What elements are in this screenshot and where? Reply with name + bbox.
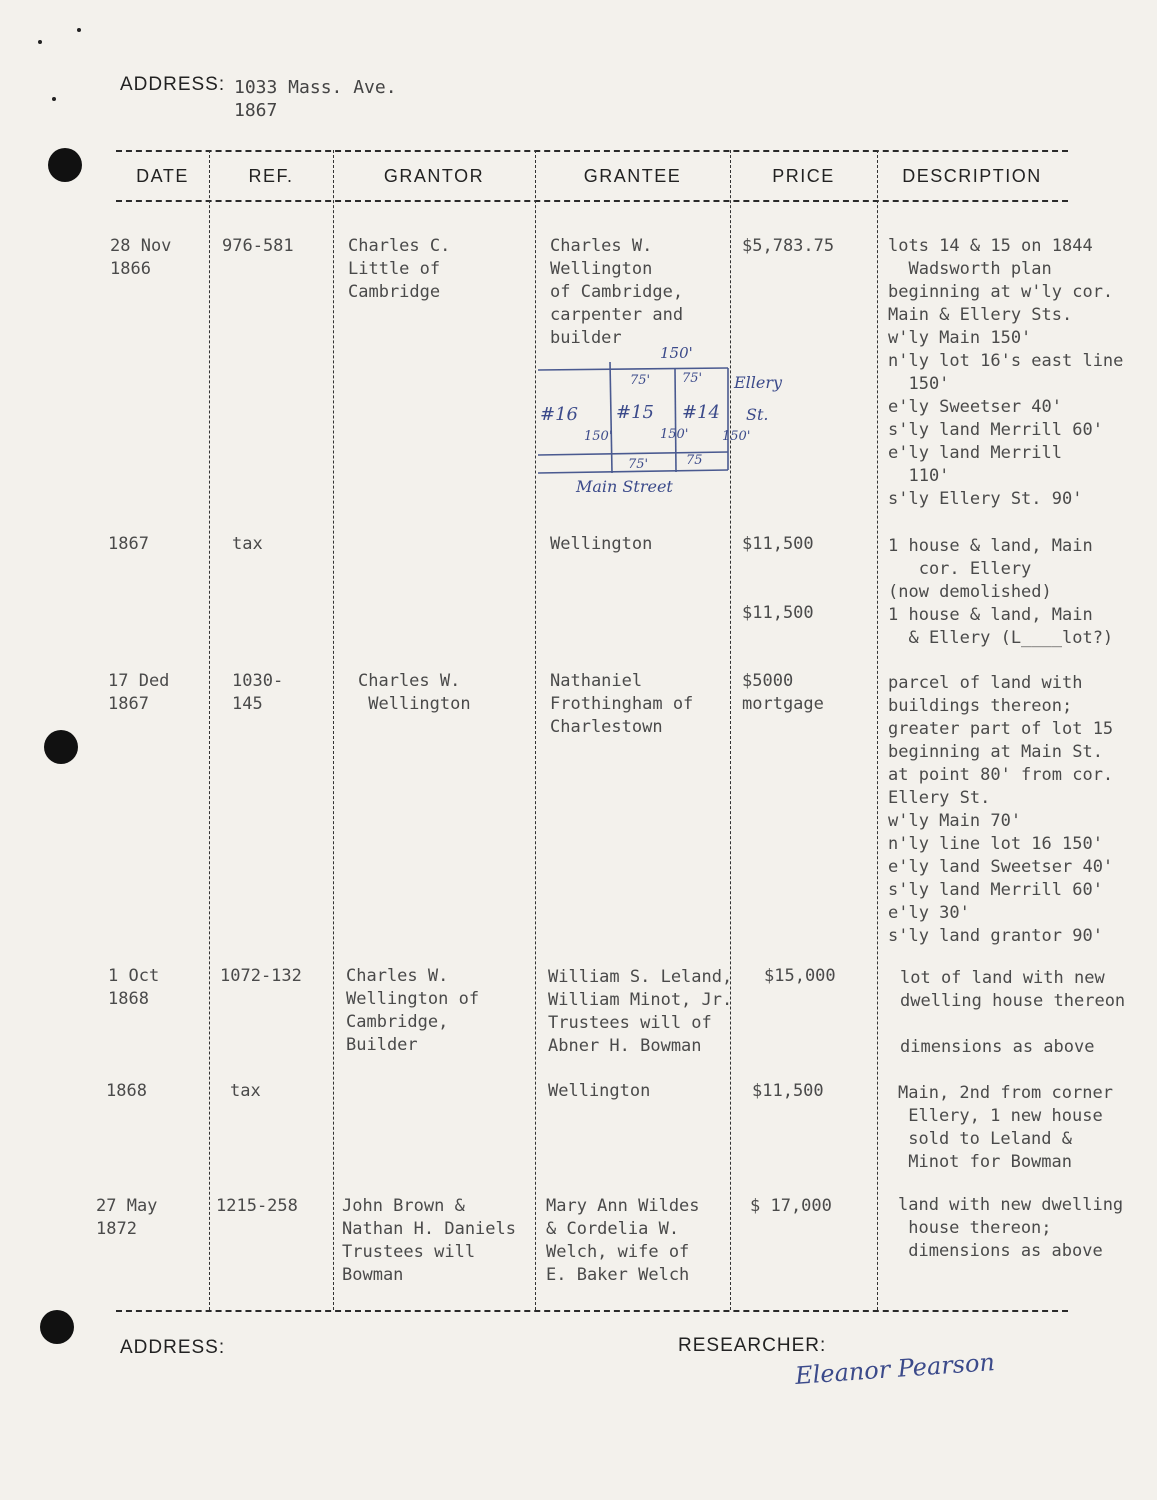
address-label: ADDRESS: xyxy=(120,74,226,95)
address-value: 1033 Mass. Ave. xyxy=(234,77,397,98)
row-6-grantee: Mary Ann Wildes & Cordelia W. Welch, wife of E. Baker Welch xyxy=(546,1196,700,1285)
punch-hole-middle xyxy=(44,730,78,764)
row-4-grantee: William S. Leland, William Minot, Jr. Trustees will of Abner H. Bowman xyxy=(548,967,733,1056)
row-3-price: $5000 mortgage xyxy=(742,671,824,714)
row-5-grantee: Wellington xyxy=(548,1081,651,1101)
row-1-date: 28 Nov 1866 xyxy=(110,236,172,279)
row-5-description: Main, 2nd from corner Ellery, 1 new house sold to Leland & Minot for Bowman xyxy=(898,1083,1113,1172)
address-year: 1867 xyxy=(234,100,278,121)
footer-researcher-label: RESEARCHER: xyxy=(678,1335,827,1356)
row-6-date: 27 May 1872 xyxy=(96,1196,158,1239)
sketch-lot-15-depth: 150' xyxy=(660,427,689,442)
sketch-lot-14-bottom-width: 75 xyxy=(686,453,703,468)
column-divider xyxy=(209,150,210,1310)
row-1-price: $5,783.75 xyxy=(742,236,835,256)
row-2-date: 1867 xyxy=(108,534,149,554)
footer-address-label: ADDRESS: xyxy=(120,1337,226,1358)
row-4-price: $15,000 xyxy=(764,966,836,986)
table-bottom-rule xyxy=(116,1310,1068,1312)
table-top-rule xyxy=(116,150,1068,152)
sketch-lot-14: #14 xyxy=(682,402,720,423)
researcher-signature: Eleanor Pearson xyxy=(794,1348,996,1390)
row-5-ref: tax xyxy=(230,1081,261,1101)
row-2-grantee: Wellington xyxy=(550,534,653,554)
sketch-top-dimension: 150' xyxy=(660,344,693,362)
punch-hole-bottom xyxy=(40,1310,74,1344)
row-6-ref: 1215-258 xyxy=(216,1196,298,1216)
col-header-grantor: GRANTOR xyxy=(383,166,485,186)
sketch-lot-15: #15 xyxy=(616,402,654,423)
sketch-ellery-label: Ellery xyxy=(734,373,783,392)
col-header-date: DATE xyxy=(136,166,189,186)
row-2-description-second: 1 house & land, Main & Ellery (L____lot?) xyxy=(888,605,1114,648)
lot-sketch xyxy=(530,340,800,500)
row-2-description: 1 house & land, Main cor. Ellery (now demolished) xyxy=(888,536,1093,602)
col-header-description: DESCRIPTION xyxy=(902,166,1042,186)
col-header-ref: REF. xyxy=(248,166,294,186)
col-header-grantee: GRANTEE xyxy=(583,166,682,186)
row-2-price: $11,500 xyxy=(742,534,814,554)
row-2-price-second: $11,500 xyxy=(742,603,814,623)
row-4-description: lot of land with new dwelling house thereon dimensions as above xyxy=(900,968,1126,1057)
paper-speck xyxy=(77,28,81,32)
row-4-ref: 1072-132 xyxy=(220,966,302,986)
sketch-lot-16-depth: 150' xyxy=(584,429,613,444)
row-6-description: land with new dwelling house thereon; dimensions as above xyxy=(898,1195,1124,1261)
row-4-date: 1 Oct 1868 xyxy=(108,966,160,1009)
sketch-lot-16: #16 xyxy=(540,404,578,425)
column-divider xyxy=(877,150,878,1310)
sketch-lot-14-top-width: 75' xyxy=(682,371,703,386)
sketch-lot-15-bottom-width: 75' xyxy=(628,457,649,472)
row-1-grantee: Charles W. Wellington of Cambridge, carpenter and builder xyxy=(550,236,684,348)
row-3-ref: 1030- 145 xyxy=(232,671,284,714)
row-3-grantor: Charles W. Wellington xyxy=(358,671,471,714)
row-2-ref: tax xyxy=(232,534,263,554)
table-header-rule xyxy=(116,200,1068,202)
row-4-grantor: Charles W. Wellington of Cambridge, Builder xyxy=(346,966,480,1055)
paper-speck xyxy=(38,40,42,44)
column-divider xyxy=(730,150,731,1310)
sketch-main-street-label: Main Street xyxy=(576,477,673,496)
punch-hole-top xyxy=(48,148,82,182)
sketch-lot-14-depth: 150' xyxy=(722,429,751,444)
row-5-price: $11,500 xyxy=(752,1081,824,1101)
row-5-date: 1868 xyxy=(106,1081,147,1101)
row-3-description: parcel of land with buildings thereon; greater part of lot 15 beginning at Main St. at point 80' from cor. Ellery St. w'ly Main 70' n'ly line lot 16 150' e'ly land Sweetser 40' s'ly land Merrill 60' e'ly 30' s'ly land grantor 90' xyxy=(888,673,1114,946)
row-3-date: 17 Ded 1867 xyxy=(108,671,170,714)
row-6-price: $ 17,000 xyxy=(750,1196,832,1216)
sketch-ellery-st-label: St. xyxy=(746,405,769,424)
row-1-ref: 976-581 xyxy=(222,236,294,256)
sketch-lot-15-top-width: 75' xyxy=(630,373,651,388)
row-3-grantee: Nathaniel Frothingham of Charlestown xyxy=(550,671,694,737)
column-divider xyxy=(333,150,334,1310)
row-1-grantor: Charles C. Little of Cambridge xyxy=(348,236,451,302)
row-1-description: lots 14 & 15 on 1844 Wadsworth plan beginning at w'ly cor. Main & Ellery Sts. w'ly Main 150' n'ly lot 16's east line 150' e'ly Sweetser 40' s'ly land Merrill 60' e'ly land Merrill 110' s'ly Ellery St. 90' xyxy=(888,236,1124,509)
col-header-price: PRICE xyxy=(772,166,835,186)
row-6-grantor: John Brown & Nathan H. Daniels Trustees will Bowman xyxy=(342,1196,516,1285)
paper-speck xyxy=(52,97,56,101)
column-divider xyxy=(535,150,536,1310)
